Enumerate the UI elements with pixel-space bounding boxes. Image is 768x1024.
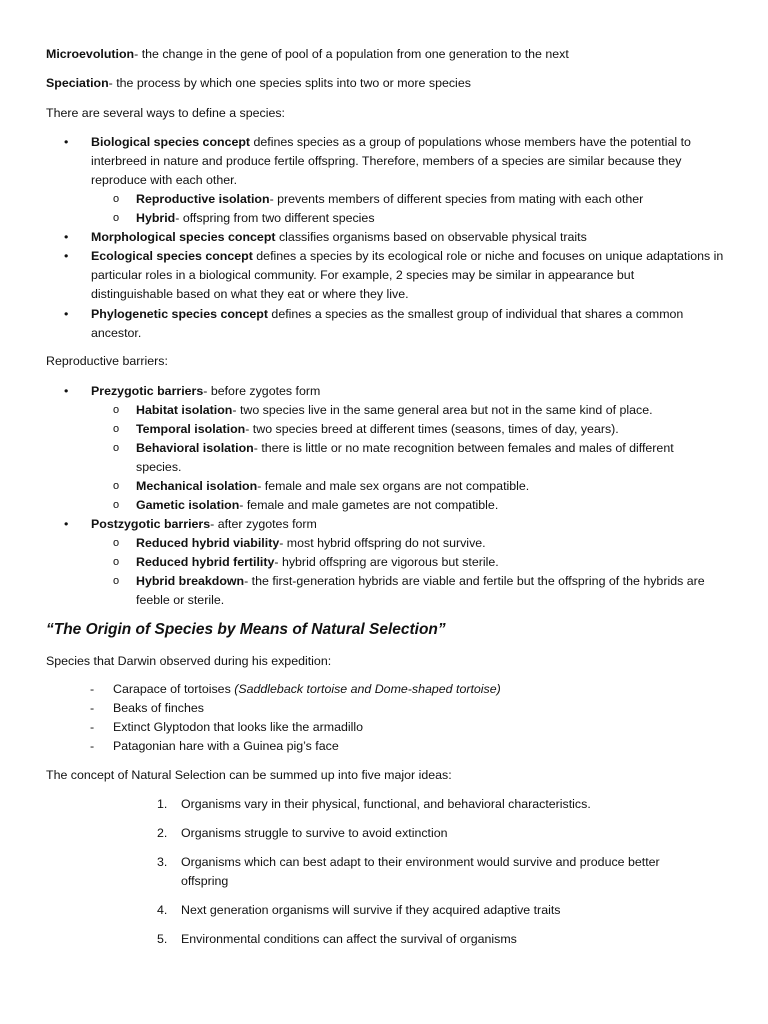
term: Postzygotic barriers: [91, 517, 211, 531]
sub-text: [136, 420, 736, 439]
numbered-line: Organisms which can best adapt to their environment would survive and produce better: [181, 855, 660, 869]
number-marker: 4.: [157, 903, 168, 917]
term: Morphological species concept: [91, 230, 276, 244]
section-heading: “The Origin of Species by Means of Natural Selection”: [46, 621, 446, 638]
term: Habitat isolation: [136, 403, 233, 417]
natural-selection-intro: The concept of Natural Selection can be summed up into five major ideas:: [46, 768, 452, 782]
definition: - after zygotes form: [210, 517, 317, 531]
bullet-marker: •: [64, 230, 69, 244]
definition: - before zygotes form: [203, 384, 321, 398]
term: Reproductive isolation: [136, 192, 270, 206]
term: Hybrid breakdown: [136, 574, 245, 588]
definition-line: defines a species by its ecological role or niche and focuses on unique adaptations in: [252, 249, 724, 263]
numbered-text: Environmental conditions can affect the survival of organisms: [181, 932, 517, 946]
circle-marker: o: [113, 193, 120, 205]
number-marker: 2.: [157, 826, 168, 840]
bullet-marker: •: [64, 249, 69, 263]
definition-line: defines species as a group of populations whose members have the potential to: [250, 135, 691, 149]
definition-line: distinguishable based on what they eat or where they live.: [91, 287, 409, 301]
number-marker: 5.: [157, 932, 168, 946]
definition-line: interbreed in nature and produce fertile offspring. Therefore, members of a species are similar because they: [91, 154, 682, 168]
bullet-text: [91, 305, 731, 343]
observed-intro: Species that Darwin observed during his expedition:: [46, 654, 332, 668]
bullet-marker: •: [64, 384, 69, 398]
number-marker: 1.: [157, 797, 168, 811]
circle-marker: o: [113, 404, 120, 416]
definition: - most hybrid offspring do not survive.: [279, 536, 486, 550]
definition: classifies organisms based on observable physical traits: [275, 230, 587, 244]
definition: - female and male gametes are not compatible.: [239, 498, 499, 512]
term: Phylogenetic species concept: [91, 307, 268, 321]
definition-line: defines a species as the smallest group of individual that shares a common: [267, 307, 684, 321]
term: Speciation: [46, 76, 109, 90]
dash-marker: -: [90, 739, 95, 753]
item-text: Carapace of tortoises: [113, 682, 235, 696]
sub-text: [136, 553, 736, 572]
barriers-title: Reproductive barriers:: [46, 354, 168, 368]
bullet-marker: •: [64, 517, 69, 531]
definition: - prevents members of different species from mating with each other: [269, 192, 644, 206]
numbered-text: Next generation organisms will survive if they acquired adaptive traits: [181, 903, 561, 917]
bullet-text: [91, 133, 731, 190]
definition: - hybrid offspring are vigorous but sterile.: [274, 555, 499, 569]
term: Temporal isolation: [136, 422, 246, 436]
term: Reduced hybrid fertility: [136, 555, 275, 569]
circle-marker: o: [113, 575, 120, 587]
sub-text: [136, 190, 736, 209]
definition-line: reproduce with each other.: [91, 173, 238, 187]
sub-text: [136, 534, 736, 553]
dash-marker: -: [90, 720, 95, 734]
circle-marker: o: [113, 442, 120, 454]
term: Prezygotic barriers: [91, 384, 204, 398]
bullet-text: [91, 515, 731, 534]
bullet-text: [91, 228, 731, 247]
dash-text: [113, 680, 501, 699]
circle-marker: o: [113, 556, 120, 568]
circle-marker: o: [113, 423, 120, 435]
dash-text: Patagonian hare with a Guinea pig’s face: [113, 739, 339, 753]
definition-line: species.: [136, 460, 182, 474]
sub-text: [136, 209, 736, 228]
definition: - offspring from two different species: [175, 211, 375, 225]
definition: - two species breed at different times (seasons, times of day, years).: [245, 422, 619, 436]
sub-text: [136, 572, 736, 610]
bullet-text: [91, 247, 731, 304]
term: Reduced hybrid viability: [136, 536, 280, 550]
definition: - two species live in the same general area but not in the same kind of place.: [232, 403, 653, 417]
term: Gametic isolation: [136, 498, 240, 512]
definition-line: particular roles in a biological community. For example, 2 species may be similar in appearance but: [91, 268, 635, 282]
microevolution-definition: [46, 45, 736, 64]
number-marker: 3.: [157, 855, 168, 869]
dash-text: Beaks of finches: [113, 701, 204, 715]
bullet-marker: •: [64, 307, 69, 321]
numbered-text: Organisms struggle to survive to avoid extinction: [181, 826, 448, 840]
numbered-text: Organisms vary in their physical, functional, and behavioral characteristics.: [181, 797, 591, 811]
sub-text: [136, 496, 736, 515]
bullet-text: [91, 382, 731, 401]
circle-marker: o: [113, 537, 120, 549]
numbered-line: offspring: [181, 874, 229, 888]
bullet-marker: •: [64, 135, 69, 149]
dash-marker: -: [90, 682, 95, 696]
sub-text: [136, 439, 736, 477]
circle-marker: o: [113, 499, 120, 511]
term: Microevolution: [46, 47, 135, 61]
numbered-text: [181, 853, 721, 891]
dash-text: Extinct Glyptodon that looks like the armadillo: [113, 720, 364, 734]
term: Biological species concept: [91, 135, 251, 149]
definition-line: ancestor.: [91, 326, 142, 340]
dash-marker: -: [90, 701, 95, 715]
sub-text: [136, 401, 736, 420]
speciation-definition: [46, 74, 736, 93]
definition-line: - the first-generation hybrids are viable and fertile but the offspring of the hybrids are: [244, 574, 705, 588]
ways-intro: There are several ways to define a species:: [46, 106, 285, 120]
definition-line: - there is little or no mate recognition between females and males of different: [253, 441, 674, 455]
term: Mechanical isolation: [136, 479, 258, 493]
term: Ecological species concept: [91, 249, 253, 263]
definition-line: feeble or sterile.: [136, 593, 225, 607]
definition: - female and male sex organs are not compatible.: [257, 479, 530, 493]
term: Behavioral isolation: [136, 441, 254, 455]
definition: - the process by which one species splits into two or more species: [108, 76, 471, 90]
item-note: (Saddleback tortoise and Dome-shaped tortoise): [234, 682, 501, 696]
circle-marker: o: [113, 480, 120, 492]
sub-text: [136, 477, 736, 496]
circle-marker: o: [113, 212, 120, 224]
definition: - the change in the gene of pool of a population from one generation to the next: [134, 47, 569, 61]
term: Hybrid: [136, 211, 176, 225]
